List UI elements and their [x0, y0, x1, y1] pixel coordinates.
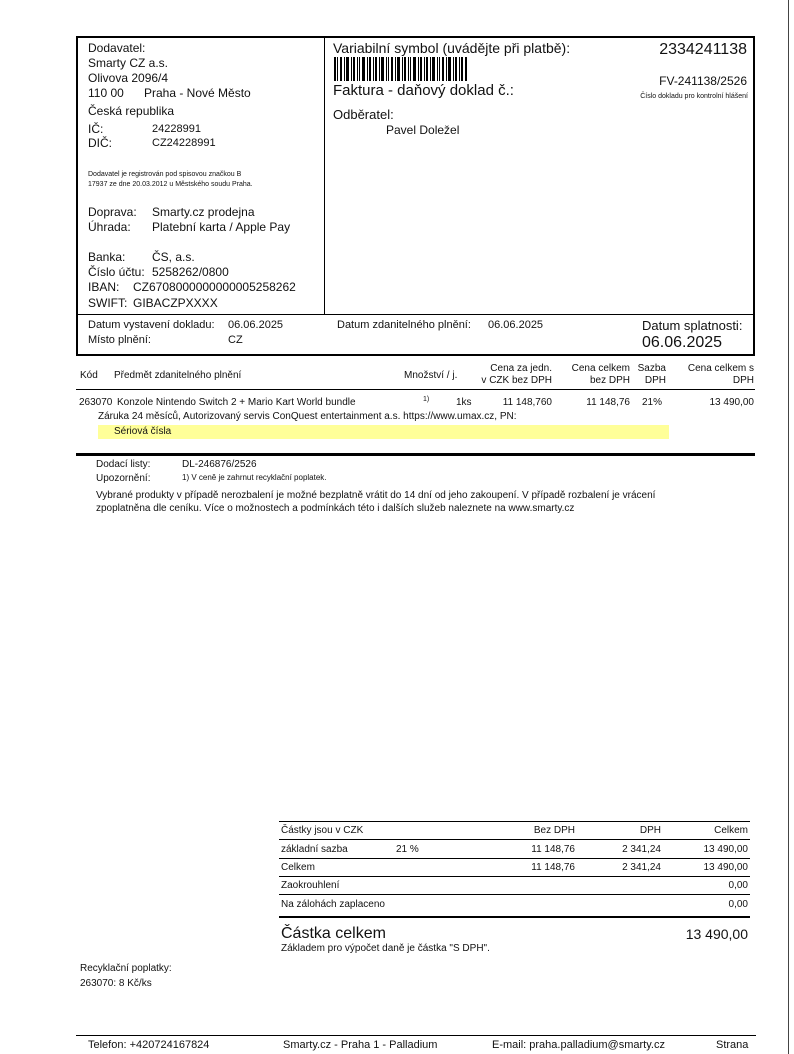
- bank-value: ČS, a.s.: [152, 250, 195, 264]
- return-policy-line-1: Vybrané produkty v případě nerozbalení je možné bezplatně vrátit do 14 dní od jeho zakoupení. V případě rozbalení je vrácení: [96, 490, 656, 501]
- account-label: Číslo účtu:: [88, 265, 145, 279]
- summary-vat: 2 341,24: [622, 844, 661, 855]
- grand-total-label: Částka celkem: [281, 925, 386, 942]
- summary-row-rule: [279, 894, 750, 895]
- col-total-vat-2: DPH: [732, 375, 754, 386]
- header-vertical-divider: [324, 36, 325, 314]
- summary-label: Zaokrouhlení: [281, 880, 340, 891]
- iban-value: CZ6708000000000005258262: [133, 280, 296, 294]
- dic-label: DIČ:: [88, 136, 112, 150]
- footer-store: Smarty.cz - Praha 1 - Palladium: [283, 1039, 438, 1051]
- row-name: Konzole Nintendo Switch 2 + Mario Kart World bundle: [117, 397, 356, 408]
- col-total-vat-1: Cena celkem s: [687, 363, 754, 374]
- ic-label: IČ:: [88, 122, 104, 136]
- barcode: [334, 57, 467, 81]
- summary-total: 0,00: [728, 880, 748, 891]
- warning-label: Upozornění:: [96, 473, 151, 484]
- footer-rule: [76, 1035, 756, 1036]
- warning-text: 1) V ceně je zahrnut recyklační poplatek.: [182, 473, 327, 482]
- summary-label: základní sazba: [281, 844, 348, 855]
- row-serial-label: Sériová čísla: [114, 426, 172, 437]
- col-qty: Množství / j.: [404, 370, 458, 381]
- variable-symbol-label: Variabilní symbol (uvádějte při platbě):: [333, 40, 571, 56]
- registration-line-1: Dodavatel je registrován pod spisovou značkou B: [88, 171, 242, 178]
- summary-col-total: Celkem: [714, 825, 748, 836]
- footer-page: Strana: [716, 1039, 749, 1051]
- ic-value: 24228991: [152, 123, 201, 135]
- customer-label: Odběratel:: [333, 107, 394, 122]
- summary-rate: 21 %: [396, 844, 419, 855]
- footer-email: E-mail: praha.palladium@smarty.cz: [492, 1039, 665, 1051]
- transport-label: Doprava:: [88, 205, 137, 219]
- supplier-city: Praha - Nové Město: [144, 86, 251, 100]
- bank-label: Banka:: [88, 250, 126, 264]
- invoice-number: FV-241138/2526: [659, 74, 747, 88]
- row-warranty: Záruka 24 měsíců, Autorizovaný servis ConQuest entertainment a.s. https://www.umax.cz, PN:: [98, 411, 517, 422]
- summary-header-rule: [279, 839, 750, 840]
- account-value: 5258262/0800: [152, 265, 229, 279]
- due-date: 06.06.2025: [642, 334, 723, 351]
- swift-value: GIBACZPXXXX: [133, 296, 218, 310]
- transport-value: Smarty.cz prodejna: [152, 205, 255, 219]
- supplier-name: Smarty CZ a.s.: [88, 56, 169, 70]
- footer-phone: Telefon: +420724167824: [88, 1039, 210, 1051]
- supplier-street: Olivova 2096/4: [88, 71, 169, 85]
- payment-label: Úhrada:: [88, 220, 131, 234]
- items-end-rule: [76, 453, 755, 456]
- taxable-date-label: Datum zdanitelného plnění:: [337, 319, 471, 331]
- tax-basis-note: Základem pro výpočet daně je částka "S DPH".: [281, 943, 490, 954]
- summary-total: 0,00: [728, 899, 748, 910]
- summary-grand-rule: [279, 916, 750, 918]
- header-horizontal-divider: [76, 314, 755, 315]
- swift-label: SWIFT:: [88, 296, 128, 310]
- registration-line-2: 17937 ze dne 20.03.2012 u Městského soudu Praha.: [88, 181, 253, 188]
- control-report-label: Číslo dokladu pro kontrolní hlášení: [640, 93, 748, 100]
- serial-highlight: [98, 425, 669, 439]
- place-value: CZ: [228, 334, 243, 346]
- col-unit-price-2: v CZK bez DPH: [481, 375, 552, 386]
- recycling-label: Recyklační poplatky:: [80, 963, 172, 974]
- row-total-vat: 13 490,00: [709, 397, 754, 408]
- taxable-date: 06.06.2025: [488, 319, 544, 331]
- summary-row-rule: [279, 858, 750, 859]
- col-code: Kód: [80, 370, 98, 381]
- summary-col-vat: DPH: [639, 825, 661, 836]
- row-qty: 1ks: [456, 397, 472, 408]
- summary-col-base: Bez DPH: [533, 825, 575, 836]
- summary-currency-label: Částky jsou v CZK: [281, 825, 364, 836]
- dic-value: CZ24228991: [152, 137, 216, 149]
- col-subject: Předmět zdanitelného plnění: [114, 370, 242, 381]
- issue-date: 06.06.2025: [228, 319, 284, 331]
- summary-top-rule: [279, 821, 750, 822]
- col-rate-1: Sazba: [637, 363, 666, 374]
- due-date-label: Datum splatnosti:: [642, 318, 743, 333]
- summary-vat: 2 341,24: [622, 862, 661, 873]
- col-total-1: Cena celkem: [571, 363, 630, 374]
- summary-base: 11 148,76: [531, 862, 575, 873]
- row-total: 11 148,76: [586, 397, 630, 408]
- iban-label: IBAN:: [88, 280, 120, 294]
- supplier-heading: Dodavatel:: [88, 41, 146, 55]
- place-label: Místo plnění:: [88, 334, 151, 346]
- col-unit-price-1: Cena za jedn.: [490, 363, 552, 374]
- supplier-country: Česká republika: [88, 104, 175, 118]
- return-policy-line-2: zpoplatněna dle ceníku. Více o možnostech a podmínkách této i dalších služeb naleznete na www.smarty.cz: [96, 503, 575, 514]
- customer-name: Pavel Doležel: [386, 123, 460, 137]
- summary-label: Na zálohách zaplaceno: [281, 899, 385, 910]
- row-footnote: 1): [423, 396, 430, 403]
- row-code: 263070: [79, 397, 113, 408]
- issue-date-label: Datum vystavení dokladu:: [88, 319, 215, 331]
- row-unit-price: 11 148,760: [502, 397, 552, 408]
- recycling-value: 263070: 8 Kč/ks: [80, 978, 152, 989]
- col-total-2: bez DPH: [589, 375, 630, 386]
- delivery-label: Dodací listy:: [96, 459, 151, 470]
- row-rate: 21%: [641, 397, 662, 408]
- page-edge: [788, 0, 789, 1054]
- payment-value: Platební karta / Apple Pay: [152, 220, 291, 234]
- col-rate-2: DPH: [644, 375, 666, 386]
- summary-label: Celkem: [281, 862, 315, 873]
- summary-total: 13 490,00: [703, 862, 748, 873]
- invoice-title: Faktura - daňový doklad č.:: [333, 82, 514, 99]
- variable-symbol-value: 2334241138: [659, 41, 747, 58]
- supplier-zip: 110 00: [88, 86, 124, 100]
- summary-total: 13 490,00: [703, 844, 748, 855]
- summary-row-rule: [279, 876, 750, 877]
- summary-base: 11 148,76: [531, 844, 575, 855]
- grand-total-value: 13 490,00: [685, 926, 748, 942]
- table-header-rule: [76, 389, 755, 390]
- delivery-value: DL-246876/2526: [182, 459, 257, 470]
